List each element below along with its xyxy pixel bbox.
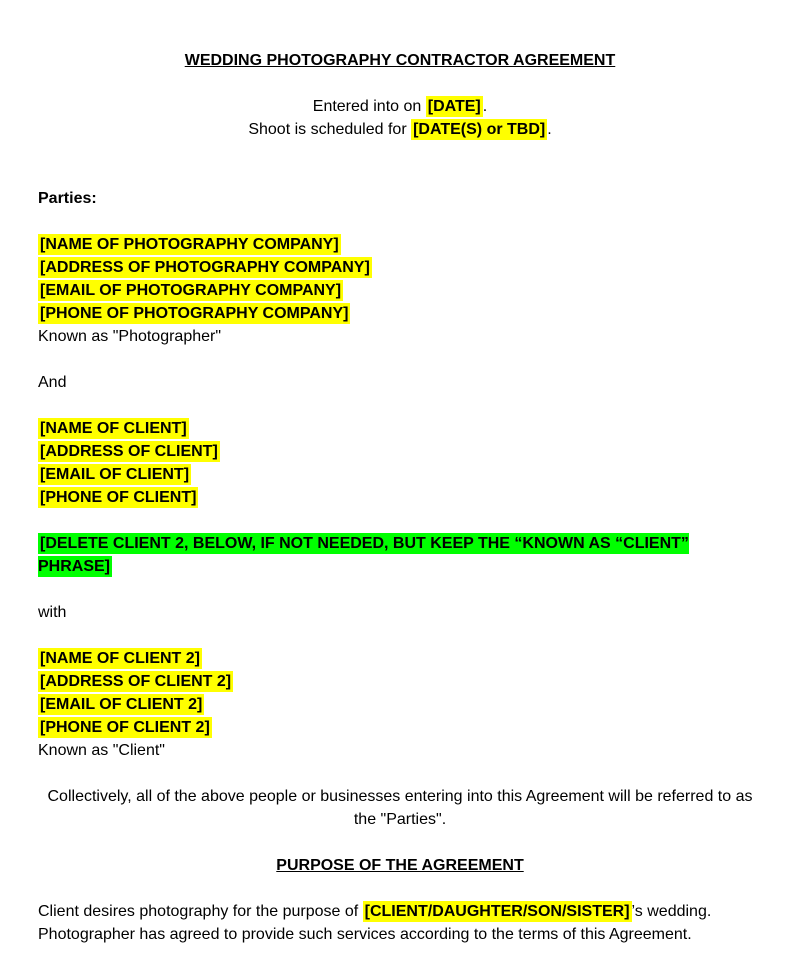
photography-company-phone-placeholder: [PHONE OF PHOTOGRAPHY COMPANY] — [40, 305, 349, 322]
client-email-placeholder: [EMAIL OF CLIENT] — [40, 466, 190, 483]
entered-into-prefix: Entered into on — [312, 98, 426, 115]
and-label: And — [38, 374, 67, 391]
client2-name-line — [38, 647, 762, 670]
shoot-scheduled-line — [38, 118, 762, 141]
document-page — [38, 49, 762, 946]
client-phone-line — [38, 486, 762, 509]
photographer-email-line — [38, 279, 762, 302]
client-email-line — [38, 463, 762, 486]
date-placeholder: [DATE] — [427, 98, 481, 115]
document-title: WEDDING PHOTOGRAPHY CONTRACTOR AGREEMENT — [184, 52, 616, 69]
photography-company-address-placeholder: [ADDRESS OF PHOTOGRAPHY COMPANY] — [40, 259, 370, 276]
purpose-placeholder: [CLIENT/DAUGHTER/SON/SISTER] — [364, 903, 630, 920]
purpose-paragraph — [38, 900, 762, 946]
client-phone-placeholder: [PHONE OF CLIENT] — [40, 489, 197, 506]
client2-name-placeholder: [NAME OF CLIENT 2] — [40, 650, 200, 667]
client2-phone-placeholder: [PHONE OF CLIENT 2] — [40, 719, 210, 736]
photographer-name-line — [38, 233, 762, 256]
purpose-prefix: Client desires photography for the purpose of — [38, 903, 363, 920]
entered-into-suffix: . — [482, 98, 488, 115]
client2-address-line — [38, 670, 762, 693]
client2-block — [38, 647, 762, 762]
client2-address-placeholder: [ADDRESS OF CLIENT 2] — [40, 673, 232, 690]
client2-email-line — [38, 693, 762, 716]
photographer-known-as: Known as "Photographer" — [38, 328, 222, 345]
client-name-line — [38, 417, 762, 440]
parties-heading: Parties: — [38, 190, 97, 207]
client-address-line — [38, 440, 762, 463]
client2-phone-line — [38, 716, 762, 739]
client2-known-as: Known as "Client" — [38, 742, 165, 759]
delete-client2-note — [38, 532, 762, 578]
photography-company-email-placeholder: [EMAIL OF PHOTOGRAPHY COMPANY] — [40, 282, 342, 299]
shoot-date-placeholder: [DATE(S) or TBD] — [413, 121, 546, 138]
shoot-scheduled-suffix: . — [547, 121, 552, 138]
with-label: with — [38, 604, 67, 621]
collectively-paragraph: Collectively, all of the above people or businesses entering into this Agreement will be referred to as the "Parties". — [47, 788, 753, 828]
purpose-suffix: ’s wedding. Photographer has agreed to provide such services according to the terms of this Agreement. — [38, 903, 712, 943]
shoot-scheduled-prefix: Shoot is scheduled for — [248, 121, 412, 138]
delete-client2-note-highlight: [DELETE CLIENT 2, BELOW, IF NOT NEEDED, BUT KEEP THE “KNOWN AS “CLIENT” PHRASE] — [38, 535, 689, 575]
purpose-heading: PURPOSE OF THE AGREEMENT — [276, 857, 524, 874]
photographer-block — [38, 233, 762, 348]
photographer-address-line — [38, 256, 762, 279]
entered-into-line — [38, 95, 762, 118]
client-address-placeholder: [ADDRESS OF CLIENT] — [40, 443, 218, 460]
client2-email-placeholder: [EMAIL OF CLIENT 2] — [40, 696, 203, 713]
photography-company-name-placeholder: [NAME OF PHOTOGRAPHY COMPANY] — [40, 236, 339, 253]
client-block — [38, 417, 762, 509]
client-name-placeholder: [NAME OF CLIENT] — [40, 420, 187, 437]
photographer-phone-line — [38, 302, 762, 325]
